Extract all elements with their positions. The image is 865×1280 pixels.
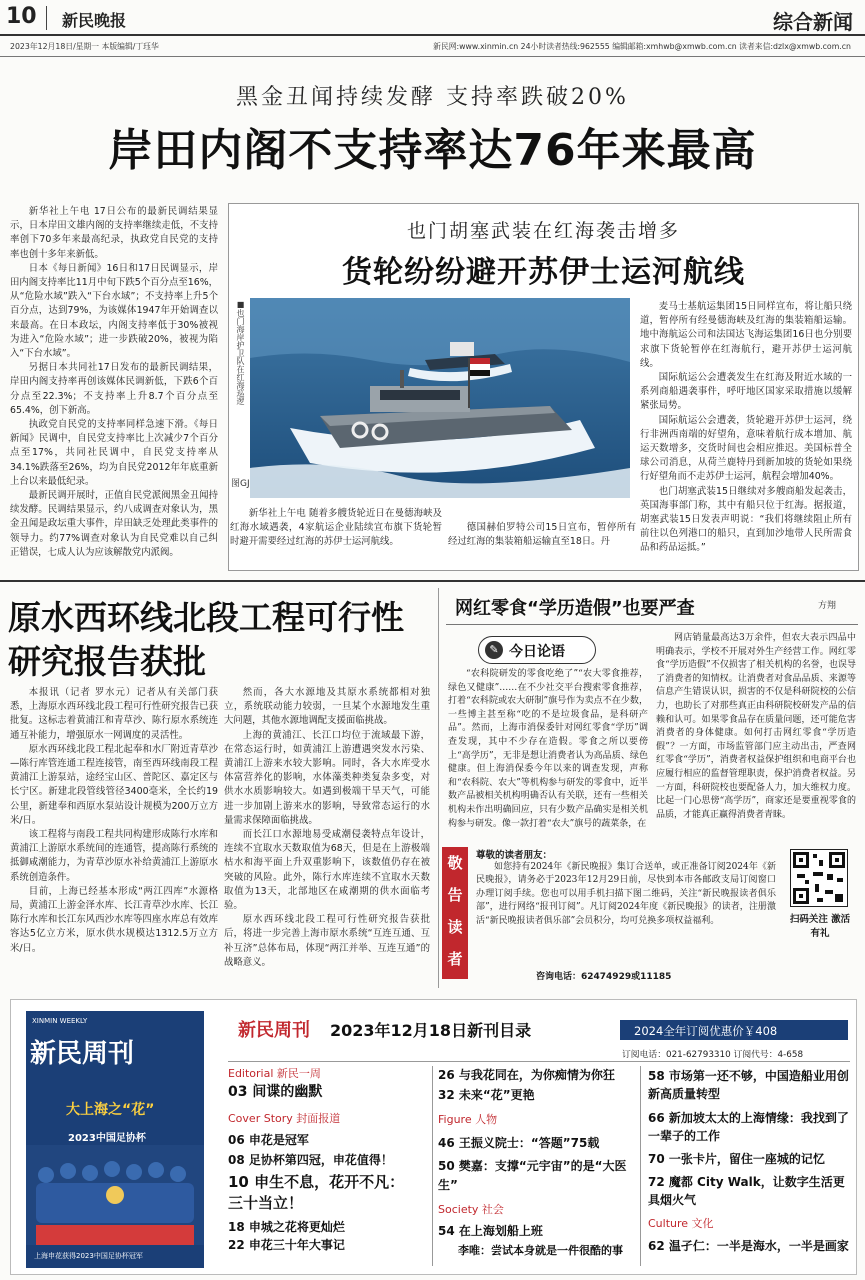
story2-para: 麦马士基航运集团15日同样宣布，将让船只绕道，暂停所有经曼德海峡及红海的集装箱船运输。地中海航运公司和法国达飞海运集团16日也分别要求旗下货轮暂停在红海航行，避开苏伊士运河航线。	[640, 301, 852, 369]
story4-col1	[448, 668, 648, 838]
story2-right-col	[640, 300, 852, 565]
toc-entry[interactable]: 58 市场第一还不够，中国造船业用创新高质量转型	[648, 1069, 849, 1101]
toc-entry[interactable]: 18 申城之花将更灿烂	[228, 1220, 345, 1234]
story3-col2	[224, 686, 430, 986]
cover-subtitle: 大上海之“花”	[66, 1102, 155, 1118]
order-phone: 订阅电话：021-62793310 订阅代号：4-658	[622, 1050, 804, 1060]
story1-para: 日本《每日新闻》16日和17日民调显示，岸田内阁支持率比11月中旬下跌5个百分点至16%，从“危险水域”跌入“下台水域”；不支持率上升5个百分点，达到79%，为该媒体1947年开始调查以来最高。在日本政坛，内阁支持率低于30%被视为进入“危险水域”；进一步跌破20%，被视为陷入“下台水域”。	[10, 262, 218, 360]
story2-kicker: 也门胡塞武装在红海袭击增多	[406, 220, 680, 242]
story3-para: 原水西环线北段工程可行性研究报告获批后，将进一步完善上海市原水系统“互连互通、互补互济”总体布局，体现“两江并举、互连互通”的战略意义。	[224, 914, 430, 968]
notice-tag-char: 告	[447, 886, 463, 904]
story2-lead	[230, 507, 442, 567]
page-header	[0, 0, 865, 60]
story3-para: 而长江口水源地易受咸潮侵袭特点年设计，连续不宜取水天数取值为68天，但是在上游极端枯水和海平面上升双重影响下，该数值仍存在被突破的风险。此外，陈行水库连续不宜取水天数取值为13天，北部地区在咸潮期的供水面临考验。	[224, 829, 430, 912]
story3-para: 原水西环线北段工程北起奉和水厂附近青草沙—陈行库管连通工程连接管，南至西环线南段工程黄浦江上游泵站，途经宝山区、普陀区、嘉定区与长宁区。新建北段管线管径3400毫米，全长约19公里，新建奉和西原水泵站设计规模为200万立方米/日。	[10, 743, 218, 826]
toc-entry[interactable]: 32 未来“花”更艳	[438, 1088, 535, 1102]
header-rule	[0, 34, 865, 36]
story2-para: 国际航运公会遭袭，货轮避开苏伊士运河，绕行非洲西南端的好望角，意味着航行成本增加、航运天数增多，交货时间也会相应推迟。美国标普全球公司消息，从荷兰鹿特丹到新加坡的货轮如果绕行好望角而不走苏伊士运河，航程会增加40%。	[640, 414, 852, 483]
toc-entry[interactable]: 46 王振义院士：“答题”75载	[438, 1136, 600, 1150]
photo-caption: ■也门海岸护卫队在红海巡逻	[236, 300, 245, 405]
story3-headline: 原水西环线北段工程可行性研究报告获批	[8, 598, 404, 681]
story4-headline: 网红零食“学历造假”也要严查	[455, 598, 695, 619]
toc-entry[interactable]: 06 申花是冠军	[228, 1133, 309, 1147]
team-photo	[26, 1145, 204, 1245]
story3-para: 目前，上海已经基本形成“两江四库”水源格局，黄浦江上游金泽水库、长江青草沙水库、长江陈行水库和长江东风西沙水库等四座水库总有效库容达5亿立方米，原水供水规模达1312.5万立方米/日。	[10, 885, 218, 954]
toc-entry[interactable]: 66 新加坡太太的上海情缘：我找到了一辈子的工作	[648, 1111, 849, 1143]
story1-kicker: 黑金丑闻持续发酵 支持率跌破20%	[236, 85, 629, 110]
story1-para: 执政党自民党的支持率同样急速下滑。《每日新闻》民调中，自民党支持率比上次减少7个百分点至17%，共同社民调中，自民党支持率从34.1%跌落至26%，均为自民党2012年年底重新上台以来最低纪录。	[10, 419, 218, 487]
toc-entry[interactable]: 26 与我花同在，为你痴情为你狂	[438, 1068, 615, 1082]
toc-category: Editorial 新民一周	[228, 1067, 321, 1080]
guide-rule	[228, 1061, 850, 1062]
toc-col2	[438, 1067, 636, 1259]
toc-entry[interactable]: 08 足协杯第四冠，申花值得！	[228, 1153, 393, 1167]
promo-banner	[620, 1020, 848, 1040]
story1-para: 新华社上午电 17日公布的最新民调结果显示，日本岸田文雄内阁的支持率继续走低，不支持率创下70多年来最高纪录，执政党自民党的支持率也创十多年来新低。	[10, 206, 218, 260]
cover-footer: 上海申花获得2023中国足协杯冠军	[34, 1252, 143, 1260]
toc-entry[interactable]: 72 魔都 City Walk，让数字生活更具烟火气	[648, 1175, 845, 1207]
toc-divider	[432, 1066, 433, 1266]
story4-byline: 方翔	[818, 601, 837, 611]
story4-col2	[656, 632, 856, 838]
section-name: 综合新闻	[773, 10, 853, 34]
header-rule-2	[0, 56, 865, 57]
header-divider-v	[46, 6, 47, 30]
story2-para: 国际航运公会遭袭发生在红海及附近水域的一系列商船遇袭事件，呼吁地区国家采取措施以缓解紧张局势。	[640, 372, 852, 412]
qr-code[interactable]	[790, 849, 848, 907]
notice-body	[476, 861, 776, 961]
story4-para: “农科院研发的零食吃绝了”“农大零食推荐，绿色又健康”……在不少社交平台搜索零食推荐，打着“农科院或农大研制”旗号作为卖点不在少数，一些博主甚至称“吃的不是垃圾食品，是科研产品”。然而，上海市消保委针对网红零食“学历”调查发现，其中不少存在造假。零食之所以要傍上“高学历”，无非是想让消费者认为高品质、绿色健康。但上海消保委今年以来的调查发现，声称和“农科院、农大”等机构参与研发的零食中，近半数产品被相关机构明确否认有关联，还有一些相关机构未作出明确回应，只有少数产品确实是相关机构参与研发。像一款打着“农大”旗号的蔬菜条，在	[448, 669, 648, 829]
weekly-title: 2023年12月18日新刊目录	[330, 1021, 532, 1040]
story3-para: 上海的黄浦江、长江口均位于流域最下游，在常态运行时，如黄浦江上游遭遇突发水污染、黄浦江上游来水较大影响。同时，各大水库受水体富营养化的影响，水体藻类种类复杂多变，对供水水质影响较大。如遇到极端干旱天气，可能进一步加剧上游来水的影响，导致常态运行的水量需求保障面临挑战。	[224, 729, 430, 826]
story4-rule	[446, 624, 858, 625]
toc-col3	[648, 1067, 850, 1255]
dateline: 2023年12月18日/星期一 本版编辑/丁珏华	[10, 42, 159, 51]
photo-credit: 图GJ	[231, 479, 250, 489]
notice-tag-char: 者	[447, 950, 463, 968]
notice-tag-char: 读	[447, 918, 463, 936]
story2-para: 德国赫伯罗特公司15日宣布，暂停所有经过红海的集装箱船运输直至18日。丹	[448, 522, 636, 548]
weekly-brand: 新民周刊	[238, 1020, 310, 1041]
toc-entry[interactable]: 李唯：尝试本身就是一件很酷的事	[458, 1244, 623, 1257]
toc-category: Culture 文化	[648, 1217, 714, 1230]
reader-notice	[440, 843, 858, 983]
section-rule	[0, 580, 865, 582]
notice-tag	[442, 847, 468, 979]
toc-entry[interactable]: 62 温孑仁：一半是海水，一半是画家	[648, 1239, 849, 1253]
story2-para2	[448, 521, 636, 565]
story2-lead-para: 新华社上午电 随着多艘货轮近日在曼德海峡及红海水域遇袭，4家航运企业陆续宣布旗下货轮暂时避开需要经过红海的苏伊士运河航线。	[230, 508, 442, 548]
notice-body-text: 如您持有2024年《新民晚报》集订合送单，或正准备订阅2024年《新民晚报》，请务必于2023年12月29日前，尽快到本市各邮政支局订阅窗口办理订阅手续。您也可以用手机扫描下图二维码，关注“新民晚报读者俱乐部”，进行网络“报刊订阅”。凡订阅2024年度《新民晚报》的读者，注册激活“新民晚报读者俱乐部”会员积分，均可兑换多项权益福利。	[476, 862, 776, 926]
toc-entry[interactable]: 70 一张卡片，留住一座城的记忆	[648, 1152, 825, 1166]
story3-col1	[10, 686, 218, 986]
notice-tag-char: 敬	[447, 854, 463, 872]
toc-entry[interactable]: 22 申花三十年大事记	[228, 1238, 345, 1252]
paper-name: 新民晚报	[62, 11, 127, 30]
toc-category: Society 社会	[438, 1203, 504, 1216]
today-commentary-badge	[478, 636, 596, 664]
story4-para: 网店销量最高达3万余件，但农大表示四品中明确表示，学校不开展对外生产经营工作。网红零食“学历造假”不仅损害了相关机构的名誉，也误导了消费者的知情权。让消费者对食品品质、来源等信息产生错误认识，损害的不仅是科研院校的公信力，也助长了对那些真正由科研院校研发产品的信赖和认可。如果零食品存在质量问题，还可能危害消费者的身体健康。如何打击网红零食“学历造假”？一方面，市场监管部门应主动出击，严查网红零食“学历”，消费者权益保护组织和电商平台也应履行相应的监督管理职责，保护消费者权益。另一方面，科研院校也要配备人力，加大维权力度。比起一门心思傍“高学历”，商家还是要重视零食的品质，才能真正赢得消费者青睐。	[656, 633, 856, 820]
patrol-boats-photo	[250, 298, 630, 498]
toc-entry[interactable]: 54 在上海划船上班	[438, 1224, 543, 1238]
toc-category: Cover Story 封面报道	[228, 1112, 341, 1125]
page-number: 10	[6, 4, 37, 29]
promo-text: 2024全年订阅优惠价￥408	[634, 1024, 778, 1038]
weekly-cover	[26, 1011, 204, 1268]
column-divider	[438, 588, 439, 988]
qr-caption: 扫码关注 激活有礼	[789, 914, 851, 939]
story1-para: 最新民调开展时，正值自民党派阀黑金丑闻持续发酵。民调结果显示，约八成调查对象认为，黑金丑闻是政坛重大事件，岸田缺乏处理此类事件的领导力。约77%调查对象认为自民党难以自己纠正错误，七成人认为应该解散党内派阀。	[10, 490, 218, 558]
badge-icon: ✎	[485, 641, 503, 659]
cover-brand-en: XINMIN WEEKLY	[32, 1017, 88, 1025]
story1-headline: 岸田内阁不支持率达76年来最高	[108, 125, 757, 176]
cover-team: 2023中国足协杯	[68, 1133, 146, 1144]
toc-entry[interactable]: 03 间谍的幽默	[228, 1084, 323, 1100]
badge-label: 今日论语	[509, 644, 565, 660]
toc-category: Figure 人物	[438, 1113, 498, 1126]
story1-para: 另据日本共同社17日发布的最新民调结果，岸田内阁支持率再创该媒体民调新低，下跌6个百分点至22.3%；不支持率上升8.7个百分点至65.4%，创下新高。	[10, 362, 218, 416]
toc-entry[interactable]: 10 申生不息，花开不凡：三十当立！	[228, 1173, 405, 1212]
notice-phone: 咨询电话：62474929或11185	[536, 972, 672, 982]
toc-col1	[228, 1065, 428, 1253]
story2-para: 也门胡塞武装15日继续对多艘商船发起袭击，英国海事部门称，其中有船只位于红海。据报道，胡塞武装15日发表声明说：“我们将继续阻止所有前往以色列港口的船只，直到加沙地带人民所需食品和药品运抵。”	[640, 485, 852, 554]
story3-para: 本报讯（记者 罗水元）记者从有关部门获悉，上海原水西环线北段工程可行性研究报告已获批复。这标志着黄浦江和青草沙、陈行原水系统连通互补能力，增强原水一网调度的灵活性。	[10, 687, 218, 741]
story3-para: 然而，各大水源地及其原水系统都相对独立，系统联动能力较弱，一旦某个水源地发生重大问题，其他水源地调配支援面临挑战。	[224, 687, 430, 727]
toc-divider	[640, 1066, 641, 1266]
cover-masthead: 新民周刊	[30, 1039, 135, 1069]
notice-title: 尊敬的读者朋友：	[476, 850, 553, 861]
toc-entry[interactable]: 50 樊嘉：支撑“元宇宙”的是“大医生”	[438, 1159, 627, 1192]
site-info: 新民网:www.xinmin.cn 24小时读者热线:962555 编辑邮箱:xmhwb@xmwb.com.cn 读者来信:dzlx@xmwb.com.cn	[433, 42, 851, 51]
story3-para: 该工程将与南段工程共同构建形成陈行水库和黄浦江上游原水系统间的连通管，提高陈行系统的抵御咸潮能力，为青草沙原水补给黄浦江上游原水系统创造条件。	[10, 829, 218, 883]
story2-headline: 货轮纷纷避开苏伊士运河航线	[342, 255, 745, 290]
story1-body	[10, 205, 218, 570]
